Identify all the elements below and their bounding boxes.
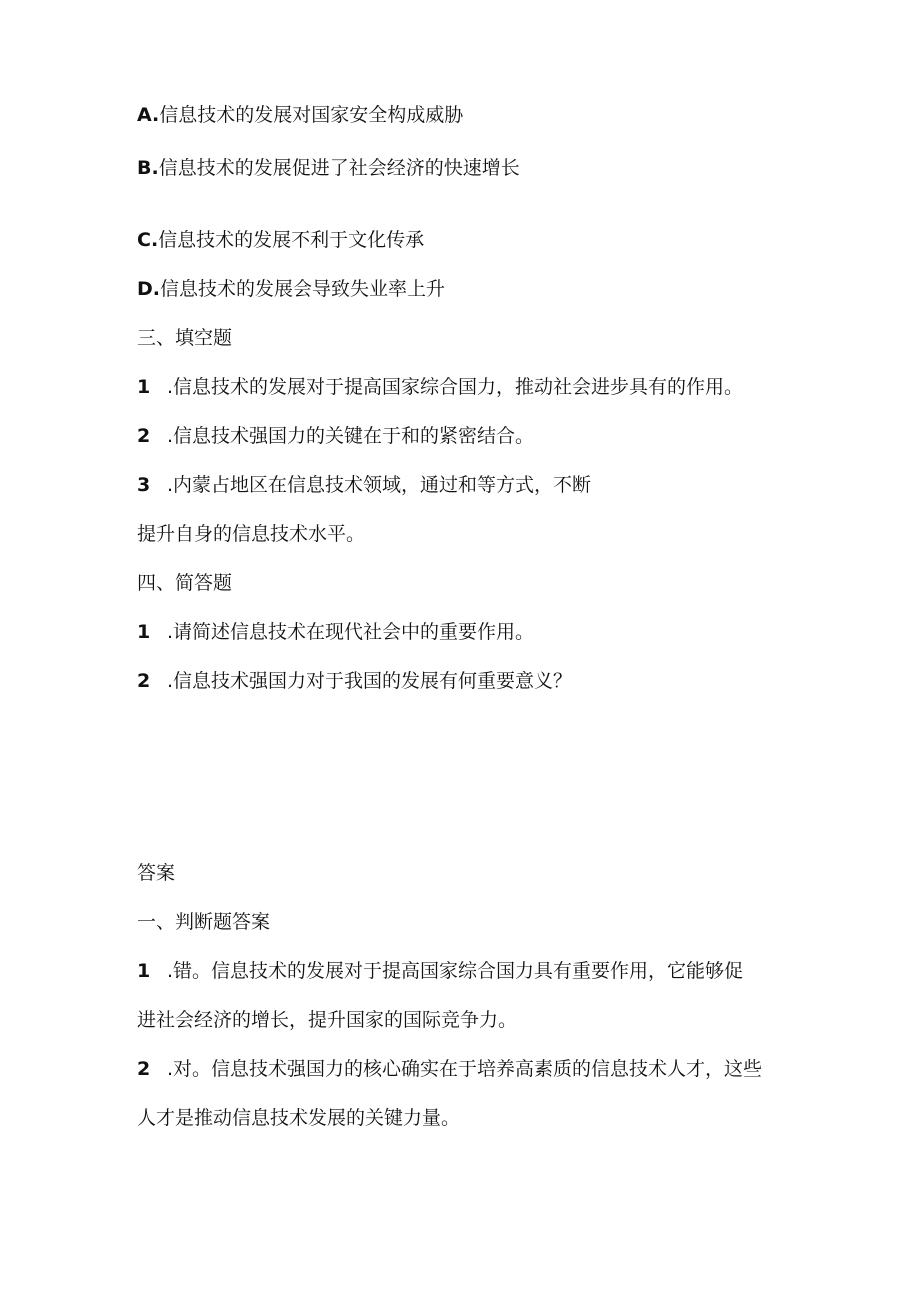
option-c: C.信息技术的发展不利于文化传承 — [137, 229, 425, 251]
answer-item-2-continued: 人才是推动信息技术发展的关键力量。 — [137, 1107, 461, 1129]
fill-item-3: 3 .内蒙占地区在信息技术领域，通过和等方式，不断 — [137, 474, 592, 496]
option-d: D.信息技术的发展会导致失业率上升 — [137, 278, 446, 300]
answer-item-1-continued: 进社会经济的增长，提升国家的国际竞争力。 — [137, 1009, 518, 1031]
option-a: A.信息技术的发展对国家安全构成威胁 — [137, 104, 464, 126]
fill-section-title: 三、填空题 — [137, 327, 233, 349]
fill-item-3-continued: 提升自身的信息技术水平。 — [137, 523, 366, 545]
fill-item-2: 2 .信息技术强国力的关键在于和的紧密结合。 — [137, 425, 535, 447]
short-item-2: 2 .信息技术强国力对于我国的发展有何重要意义？ — [137, 670, 573, 692]
fill-item-1: 1 .信息技术的发展对于提高国家综合国力，推动社会进步具有的作用。 — [137, 376, 744, 398]
answers-title: 答案 — [137, 862, 176, 884]
short-section-title: 四、简答题 — [137, 572, 233, 594]
answers-section-title: 一、判断题答案 — [137, 911, 271, 933]
short-item-1: 1 .请简述信息技术在现代社会中的重要作用。 — [137, 621, 535, 643]
answer-item-1: 1 .错。信息技术的发展对于提高国家综合国力具有重要作用，它能够促 — [137, 960, 744, 982]
option-b: B.信息技术的发展促进了社会经济的快速增长 — [137, 157, 520, 179]
answer-item-2: 2 .对。信息技术强国力的核心确实在于培养高素质的信息技术人才，这些 — [137, 1058, 763, 1080]
